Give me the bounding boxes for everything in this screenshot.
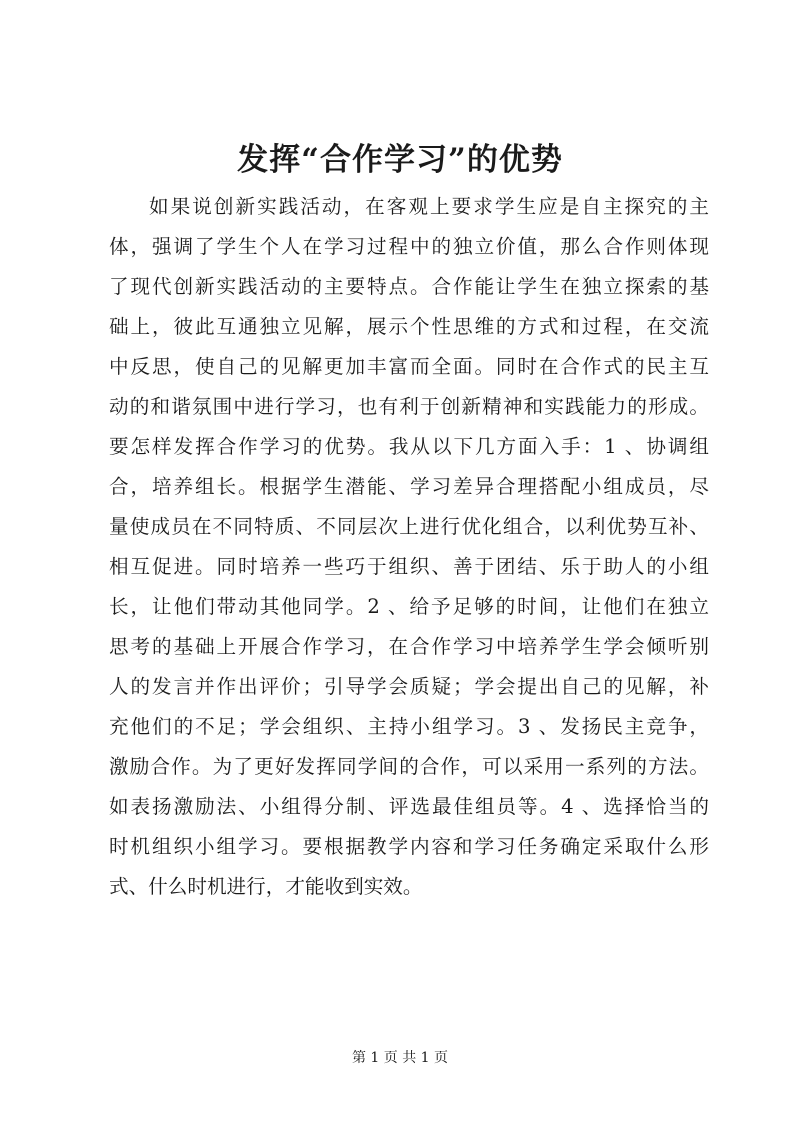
body-line: 式、什么时机进行，才能收到实效。 [109,875,423,898]
body-line: 合，培养组长。根据学生潜能、学习差异合理搭配小组成员，尽 [109,475,709,498]
document-body [109,187,709,907]
body-line: 人的发言并作出评价；引导学会质疑；学会提出自己的见解，补 [109,675,709,698]
body-line: 长，让他们带动其他同学。2 、给予足够的时间，让他们在独立 [109,595,709,618]
body-line: 量使成员在不同特质、不同层次上进行优化组合，以利优势互补、 [109,515,709,538]
document-title: 发挥“合作学习”的优势 [237,142,563,178]
body-line: 动的和谐氛围中进行学习，也有利于创新精神和实践能力的形成。 [109,395,709,418]
body-line: 如果说创新实践活动，在客观上要求学生应是自主探究的主 [149,195,709,218]
body-line: 思考的基础上开展合作学习，在合作学习中培养学生学会倾听别 [109,635,709,658]
body-line: 中反思，使自己的见解更加丰富而全面。同时在合作式的民主互 [109,355,709,378]
body-line: 相互促进。同时培养一些巧于组织、善于团结、乐于助人的小组 [109,555,709,578]
body-line: 激励合作。为了更好发挥同学间的合作，可以采用一系列的方法。 [109,755,709,778]
body-line: 如表扬激励法、小组得分制、评选最佳组员等。4 、选择恰当的 [109,795,709,818]
body-line: 充他们的不足；学会组织、主持小组学习。3 、发扬民主竞争， [109,715,709,738]
body-line: 时机组织小组学习。要根据教学内容和学习任务确定采取什么形 [109,835,709,858]
body-line: 础上，彼此互通独立见解，展示个性思维的方式和过程，在交流 [109,315,709,338]
body-line: 要怎样发挥合作学习的优势。我从以下几方面入手：1 、协调组 [109,435,709,458]
body-line: 了现代创新实践活动的主要特点。合作能让学生在独立探索的基 [109,275,709,298]
body-line: 体，强调了学生个人在学习过程中的独立价值，那么合作则体现 [109,235,709,258]
page-footer: 第 1 页 共 1 页 [351,1050,449,1066]
